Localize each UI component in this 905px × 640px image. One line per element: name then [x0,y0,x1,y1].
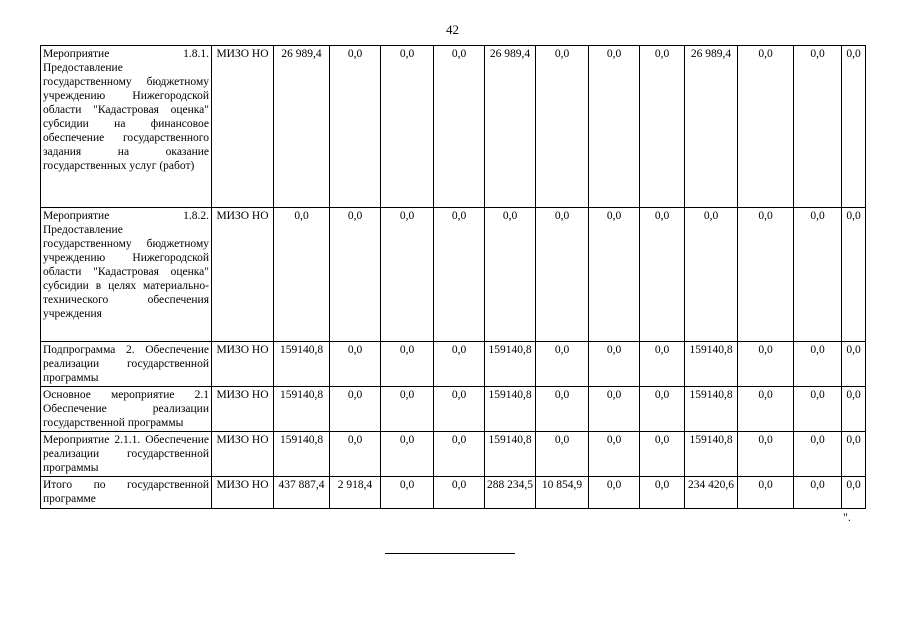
value-cell: 159140,8 [485,387,536,432]
row-name: Подпрограмма 2. Обеспечение реализации государственной программы [41,342,212,387]
value-cell: 0,0 [381,208,434,342]
value-cell: 0,0 [536,342,589,387]
value-cell: 0,0 [842,208,866,342]
value-cell: 159140,8 [485,432,536,477]
value-cell: 26 989,4 [485,46,536,208]
row-name: Мероприятие 1.8.2. Предоставление государственному бюджетному учреждению Нижегородской области "Кадастровая оценка" субсидии в целях материально-технического обеспечения учреждения [41,208,212,342]
value-cell: 0,0 [842,432,866,477]
value-cell: 0,0 [794,432,842,477]
value-cell: 0,0 [485,208,536,342]
value-cell: 0,0 [738,46,794,208]
value-cell: 0,0 [640,342,685,387]
value-cell: 0,0 [434,208,485,342]
row-organization: МИЗО НО [212,342,274,387]
table-row [41,208,866,342]
value-cell: 2 918,4 [330,477,381,509]
value-cell: 0,0 [381,432,434,477]
footer-separator [385,553,515,554]
row-organization: МИЗО НО [212,477,274,509]
table-row [41,46,866,208]
value-cell: 26 989,4 [274,46,330,208]
value-cell: 0,0 [274,208,330,342]
value-cell: 0,0 [434,432,485,477]
value-cell: 0,0 [794,477,842,509]
value-cell: 0,0 [738,432,794,477]
closing-quote-mark: ". [843,510,851,524]
table-row [41,432,866,477]
value-cell: 0,0 [842,387,866,432]
value-cell: 159140,8 [274,432,330,477]
value-cell: 0,0 [381,387,434,432]
value-cell: 0,0 [589,46,640,208]
value-cell: 159140,8 [685,432,738,477]
value-cell: 0,0 [640,387,685,432]
value-cell: 0,0 [738,387,794,432]
value-cell: 159140,8 [274,342,330,387]
row-name: Мероприятие 1.8.1. Предоставление государственному бюджетному учреждению Нижегородской области "Кадастровая оценка" субсидии на финансовое обеспечение государственного задания на оказание государственных услуг (работ) [41,46,212,208]
value-cell: 0,0 [738,477,794,509]
value-cell: 0,0 [640,208,685,342]
value-cell: 234 420,6 [685,477,738,509]
row-organization: МИЗО НО [212,208,274,342]
value-cell: 0,0 [842,477,866,509]
value-cell: 0,0 [381,477,434,509]
value-cell: 0,0 [589,477,640,509]
value-cell: 0,0 [536,432,589,477]
value-cell: 0,0 [434,46,485,208]
value-cell: 159140,8 [485,342,536,387]
value-cell: 0,0 [794,342,842,387]
value-cell: 0,0 [685,208,738,342]
budget-table [40,45,866,509]
value-cell: 0,0 [434,342,485,387]
value-cell: 437 887,4 [274,477,330,509]
value-cell: 0,0 [434,477,485,509]
value-cell: 0,0 [794,208,842,342]
value-cell: 0,0 [589,208,640,342]
value-cell: 288 234,5 [485,477,536,509]
value-cell: 0,0 [842,342,866,387]
row-name: Мероприятие 2.1.1. Обеспечение реализации государственной программы [41,432,212,477]
row-organization: МИЗО НО [212,432,274,477]
row-organization: МИЗО НО [212,387,274,432]
value-cell: 0,0 [794,387,842,432]
value-cell: 0,0 [640,432,685,477]
value-cell: 10 854,9 [536,477,589,509]
value-cell: 159140,8 [685,342,738,387]
table-row [41,477,866,509]
value-cell: 0,0 [330,342,381,387]
value-cell: 159140,8 [274,387,330,432]
table-row [41,387,866,432]
value-cell: 0,0 [536,208,589,342]
value-cell: 0,0 [589,387,640,432]
row-name: Итого по государственной программе [41,477,212,509]
value-cell: 0,0 [589,432,640,477]
value-cell: 0,0 [434,387,485,432]
row-organization: МИЗО НО [212,46,274,208]
value-cell: 159140,8 [685,387,738,432]
value-cell: 0,0 [640,477,685,509]
value-cell: 0,0 [640,46,685,208]
value-cell: 0,0 [738,342,794,387]
value-cell: 0,0 [738,208,794,342]
table-row [41,342,866,387]
value-cell: 0,0 [381,46,434,208]
value-cell: 0,0 [330,46,381,208]
page-number: 42 [446,22,459,37]
value-cell: 0,0 [794,46,842,208]
value-cell: 0,0 [536,46,589,208]
value-cell: 0,0 [589,342,640,387]
value-cell: 0,0 [842,46,866,208]
value-cell: 0,0 [330,387,381,432]
value-cell: 26 989,4 [685,46,738,208]
row-name: Основное мероприятие 2.1 Обеспечение реализации государственной программы [41,387,212,432]
value-cell: 0,0 [330,432,381,477]
value-cell: 0,0 [330,208,381,342]
value-cell: 0,0 [536,387,589,432]
value-cell: 0,0 [381,342,434,387]
